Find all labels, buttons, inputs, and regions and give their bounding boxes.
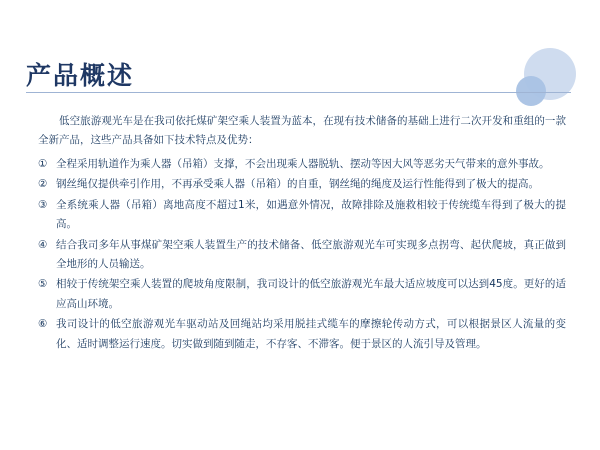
list-item-text: 我司设计的低空旅游观光车驱动站及回绳站均采用脱挂式缆车的摩擦轮传动方式，可以根据景区人流量的变化、适时调整运行速度。切实做到随到随走，不存客、不滞客。便于景区的人流引导及管理。 — [56, 318, 566, 350]
list-item-marker: ③ — [38, 198, 48, 211]
content-body — [38, 112, 566, 355]
points-list — [38, 155, 566, 354]
page-title: 产品概述 — [26, 61, 135, 90]
list-item-text: 相较于传统架空乘人装置的爬坡角度限制，我司设计的低空旅游观光车最大适应坡度可以达到45度。更好的适应高山环境。 — [56, 278, 566, 310]
intro-paragraph: 低空旅游观光车是在我司依托煤矿架空乘人装置为蓝本，在现有技术储备的基础上进行二次开发和重组的一款全新产品，这些产品具备如下技术特点及优势： — [38, 115, 566, 147]
list-item — [38, 196, 566, 235]
list-item-marker: ② — [38, 178, 48, 191]
title-divider — [26, 92, 571, 93]
list-item-marker: ⑥ — [38, 318, 48, 331]
list-item — [38, 155, 566, 174]
list-item — [38, 236, 566, 275]
list-item-marker: ⑤ — [38, 278, 48, 291]
list-item — [38, 175, 566, 194]
list-item-text: 全系统乘人器（吊箱）离地高度不超过1米，如遇意外情况，故障排除及施救相较于传统缆车得到了极大的提高。 — [56, 198, 566, 231]
list-item-marker: ④ — [38, 238, 48, 251]
list-item-text: 结合我司多年从事煤矿架空乘人装置生产的技术储备、低空旅游观光车可实现多点拐弯、起伏爬坡，真正做到全地形的人员输送。 — [56, 238, 566, 270]
list-item-text: 钢丝绳仅提供牵引作用，不再承受乘人器（吊箱）的自重，钢丝绳的绳度及运行性能得到了极大的提高。 — [56, 178, 539, 191]
list-item — [38, 275, 566, 314]
list-item — [38, 315, 566, 354]
list-item-marker: ① — [38, 157, 48, 170]
decorative-circle-small — [516, 76, 546, 106]
list-item-text: 全程采用轨道作为乘人器（吊箱）支撑，不会出现乘人器脱轨、摆动等因大风等恶劣天气带来的意外事故。 — [56, 157, 550, 170]
